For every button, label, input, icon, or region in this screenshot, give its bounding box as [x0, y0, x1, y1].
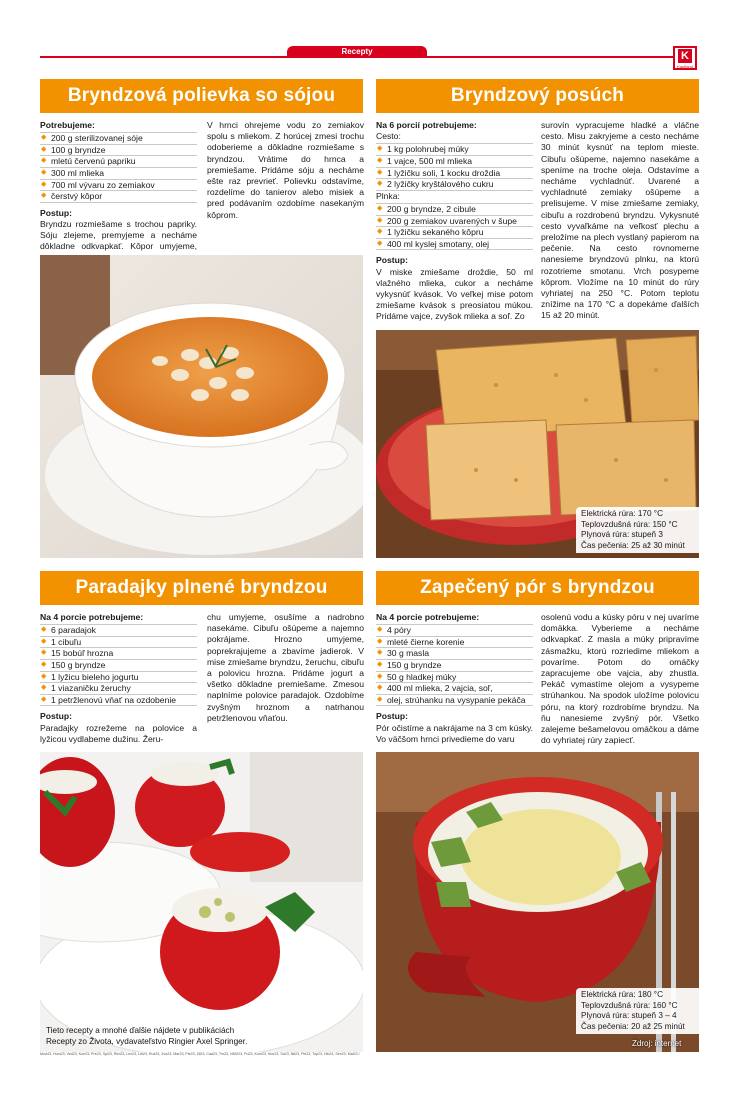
procedure-text: chu umyjeme, osušíme a nadrobno nasekáme. Cibuľu ošúpeme a najemno pokrájame. Hrozno umyjeme, poprekrajujeme a zbavíme jadierok. V mise zmiešame bryndzu, žeruchu, cibuľu a polovicu hrozna. Pridáme jogurt a všetko dôkladne premiešame. Zmesou naplníme polovice paradajok. Ozdobíme zvyšným hroznom a natrhanou petržlenovou vňaťou. — [207, 612, 364, 723]
procedure-heading: Postup: — [40, 711, 72, 722]
ingredient-item: ◆ 4 póry — [376, 625, 533, 637]
ingredients-list — [40, 132, 197, 203]
r1-procedure-column — [207, 120, 364, 221]
ingredient-item: ◆ 1 petržlenovú vňať na ozdobenie — [40, 695, 197, 707]
ingredient-item: ◆ mletú červenú papriku — [40, 156, 197, 168]
ingredient-item: ◆ 1 cibuľu — [40, 637, 197, 649]
filling-list — [376, 203, 533, 250]
soup-photo — [40, 255, 363, 558]
ingredient-item: ◆ 2 lyžičky kryštálového cukru — [376, 179, 533, 191]
ingredients-list — [376, 624, 533, 706]
ingredients-heading: Na 4 porcie potrebujeme: — [40, 612, 144, 622]
ingredient-item: ◆ čerstvý kôpor — [40, 191, 197, 203]
oven-info-line: Elektrická rúra: 170 °C — [581, 509, 663, 518]
r3-ingredients-column — [40, 612, 197, 745]
oven-info-line: Čas pečenia: 25 až 30 minút — [581, 540, 685, 550]
oven-info-line: Plynová rúra: stupeň 3 — [581, 530, 663, 540]
r4-ingredients-column — [376, 612, 533, 745]
procedure-heading: Postup: — [40, 207, 72, 218]
recipe-title-polievka: Bryndzová polievka so sójou — [40, 79, 363, 113]
ingredient-item: ◆ 200 g bryndze, 2 cibule — [376, 204, 533, 216]
oven-info-line: Teplovzdušná rúra: 150 °C — [581, 519, 678, 529]
ingredient-item: ◆ 1 kg polohrubej múky — [376, 144, 533, 156]
ingredient-item: ◆ 1 lyžicu bieleho jogurtu — [40, 672, 197, 684]
footer-store-codes: Mod43, Hum23, Ved23, Koe23, Pre23, Spi23, Rim23, Lev23, Lib23, Ruz23, Zvo23, Mar23, Pie23, Zil23, Cad23, Trn23, NMV23, Pu23, Kom23, Nov23, Sa23, Nit23, Pie23, Top23, Hlo23, Sen23, Mal23 / — [40, 1052, 360, 1056]
procedure-text: Paradajky rozrežeme na polovice a lyžicou vydlabeme dužinu. Žeru- — [40, 722, 197, 744]
ingredient-item: ◆ 200 g sterilizovanej sóje — [40, 133, 197, 145]
procedure-text: V miske zmiešame droždie, 50 ml vlažného mlieka, cukor a necháme vykysnúť kvások. Vo veľkej mise potom zmiešame kvások s preosiatou múkou. Pridáme vajce, zvyšok mlieka a soľ. Zo — [376, 266, 533, 322]
procedure-text: Pór očistíme a nakrájame na 3 cm kúsky. Vo väčšom hrnci privedieme do varu — [376, 722, 533, 744]
ingredient-item: ◆ 1 viazaničku žeruchy — [40, 683, 197, 695]
ingredient-item: ◆ 300 ml mlieka — [40, 168, 197, 180]
kaufland-logo — [673, 46, 697, 70]
tomato-photo — [40, 752, 363, 1052]
ingredient-item: ◆ olej, strúhanku na vysypanie pekáča — [376, 695, 533, 707]
ingredient-item: ◆ 50 g hladkej múky — [376, 672, 533, 684]
oven-info-line: Čas pečenia: 20 až 25 minút — [581, 1021, 685, 1031]
ingredients-heading: Na 4 porcie potrebujeme: — [376, 612, 480, 622]
r4-procedure-column — [541, 612, 699, 746]
credit-line: Tieto recepty a mnohé ďalšie nájdete v publikáciách — [46, 1026, 235, 1035]
recipe-title-paradajky: Paradajky plnené bryndzou — [40, 571, 363, 605]
procedure-text: osolenú vodu a kúsky póru v nej uvaríme domäkka. Vyberieme a necháme odkvapkať. Z masla a múky pripravíme zásmažku, ktorú rozriedime mliekom a povaríme. Potom do omáčky zapracujeme obe vajcia, aby zhustla. Pekáč vymastíme olejom a vysypeme strúhankou. Na spodok uložíme polovicu póru, na ktorý rozdrobíme bryndzu. Na ňu nanesieme zvyšný pór. Všetko zalejeme bešamelovou omáčkou a dáme do vyhriatej rúry zapiecť. — [541, 612, 699, 746]
ingredient-item: ◆ 700 ml vývaru zo zemiakov — [40, 180, 197, 192]
source-credit: Zdroj: internet — [632, 1039, 682, 1048]
oven-info-line: Elektrická rúra: 180 °C — [581, 990, 663, 999]
logo-letter: K — [678, 49, 692, 63]
dough-label: Cesto: — [376, 131, 401, 142]
ingredient-item: ◆ 200 g zemiakov uvarených v šupe — [376, 216, 533, 228]
oven-info-line: Teplovzdušná rúra: 160 °C — [581, 1000, 678, 1010]
procedure-heading: Postup: — [376, 711, 408, 722]
recipe-title-posuch: Bryndzový posúch — [376, 79, 699, 113]
dough-list — [376, 143, 533, 190]
ingredient-item: ◆ 400 ml kyslej smotany, olej — [376, 239, 533, 251]
ingredient-item: ◆ 150 g bryndze — [40, 660, 197, 672]
procedure-text: surovín vypracujeme hladké a vláčne cesto. Misu zakryjeme a cesto necháme 30 minút kysnúť na teplom mieste. Cibuľu ošúpeme, najemno nasekáme a speníme na troche oleja. Odstavíme a necháme vychladnúť. Uvarené a vychladnuté zemiaky ošúpeme a prelisujeme. V mise zmiešame zemiaky, cibuľu a rozdrobenú bryndzu. Vykysnuté cesto vyvaľkáme na veľkosť plechu a preložíme na plech vystlaný papierom na pečenie. Na cesto rovnomerne nanesieme bryndzovú plnku, na ktorú rozotrieme smotanu. Vrch posypeme kôprom. Vložíme na 10 minút do rúry vyhriatej na 250 °C. Potom teplotu znížime na 170 °C a dopekáme ďalších 15 až 20 minút. — [541, 120, 699, 321]
r2-ingredients-column — [376, 120, 533, 323]
filling-label: Plnka: — [376, 190, 400, 201]
ingredients-list — [40, 624, 197, 706]
r1-ingredients-column — [40, 120, 197, 264]
procedure-text: V hrnci ohrejeme vodu zo zemiakov spolu s mliekom. Z horúcej zmesi trochu odoberieme a dôkladne rozmiešame s bryndzou. Vrátime do hrnca a premiešame. Pridáme sóju a necháme ešte raz prevrieť. Polievku odstavíme, rozdelíme do tanierov alebo misiek a pred podávaním ozdobíme nasekaným kôprom. — [207, 120, 364, 220]
oven-info-line: Plynová rúra: stupeň 3 – 4 — [581, 1011, 677, 1021]
oven-info-box — [576, 507, 699, 553]
ingredients-heading: Potrebujeme: — [40, 120, 95, 130]
ingredient-item: ◆ 1 vajce, 500 ml mlieka — [376, 156, 533, 168]
logo-text: Kaufland — [677, 64, 693, 69]
oven-info-box — [576, 988, 699, 1034]
ingredient-item: ◆ 30 g masla — [376, 648, 533, 660]
ingredient-item: ◆ 15 bobúľ hrozna — [40, 648, 197, 660]
ingredient-item: ◆ 6 paradajok — [40, 625, 197, 637]
ingredients-heading: Na 6 porcií potrebujeme: — [376, 120, 477, 130]
procedure-heading: Postup: — [376, 255, 408, 266]
credit-line: Recepty zo Života, vydavateľstvo Ringier Axel Springer. — [46, 1036, 248, 1046]
ingredient-item: ◆ 100 g bryndze — [40, 145, 197, 157]
r2-procedure-column — [541, 120, 699, 322]
procedure-text: Bryndzu rozmiešame s trochou papriky. Sóju zlejeme, premyjeme a necháme dôkladne odkvapkať. Kôpor umyjeme, — [40, 218, 197, 252]
ingredient-item: ◆ 1 lyžičku soli, 1 kocku droždia — [376, 168, 533, 180]
ingredient-item: ◆ 150 g bryndze — [376, 660, 533, 672]
section-tab: Recepty — [287, 46, 427, 58]
ingredient-item: ◆ 400 ml mlieka, 2 vajcia, soľ, — [376, 683, 533, 695]
ingredient-item: ◆ mleté čierne korenie — [376, 637, 533, 649]
ingredient-item: ◆ 1 lyžičku sekaného kôpru — [376, 227, 533, 239]
r3-procedure-column — [207, 612, 364, 724]
recipe-title-por: Zapečený pór s bryndzou — [376, 571, 699, 605]
publication-credit — [46, 1026, 346, 1047]
